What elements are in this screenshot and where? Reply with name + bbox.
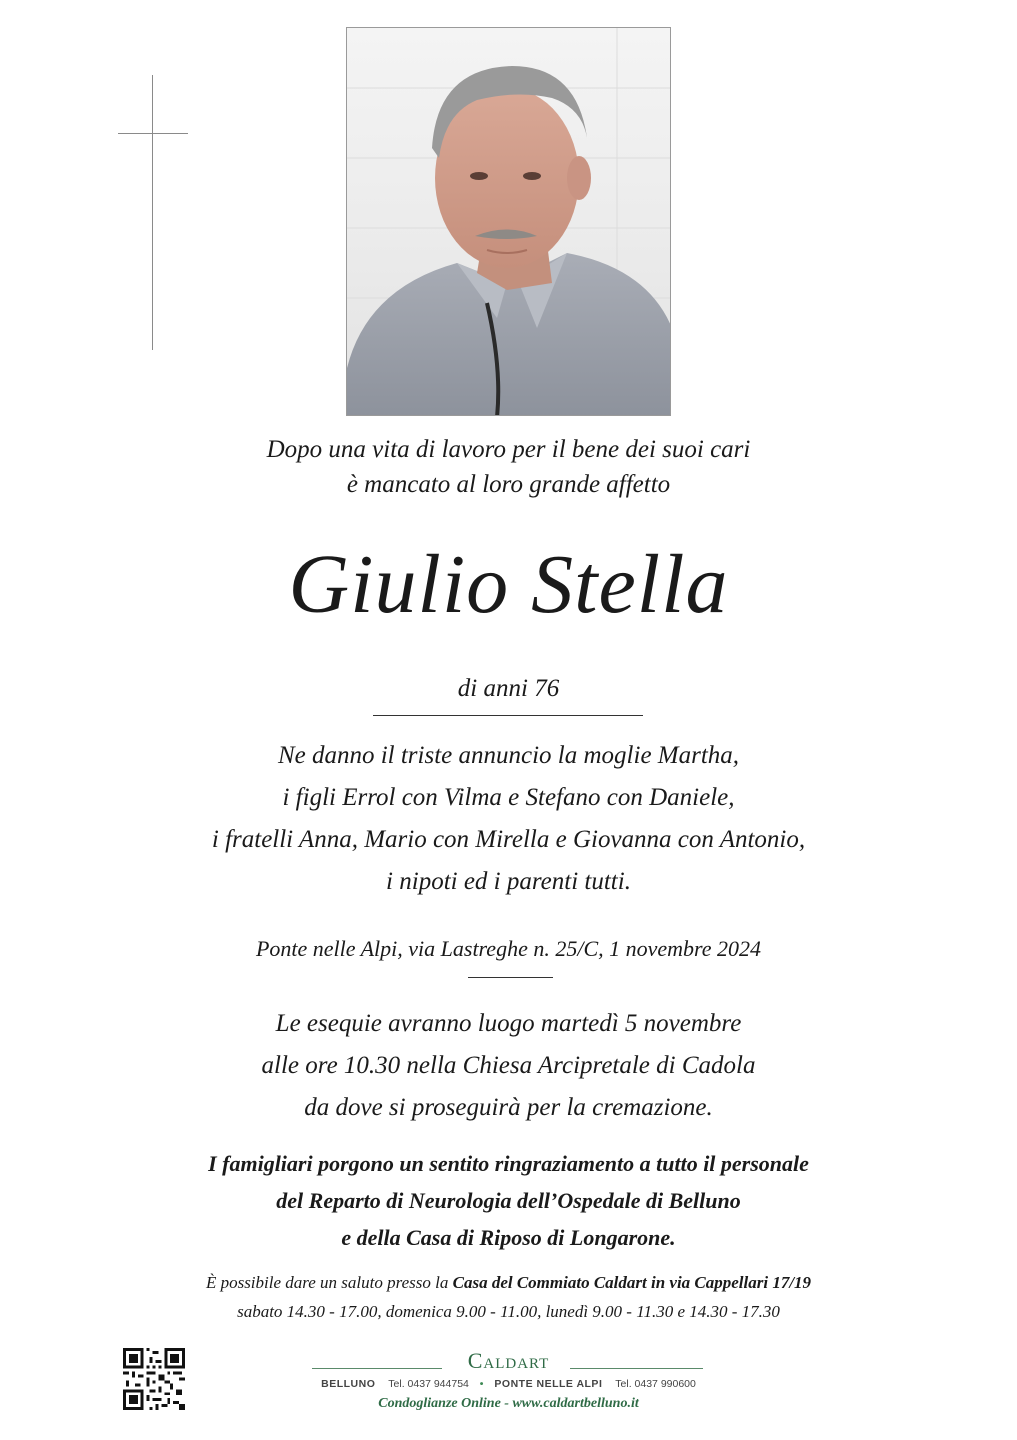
- divider-rule-short: [468, 977, 553, 978]
- funeral-line-2: alle ore 10.30 nella Chiesa Arcipretale di Cadola: [261, 1052, 756, 1079]
- city-ponte-nelle-alpi: PONTE NELLE ALPI: [494, 1378, 603, 1390]
- visit-hours: sabato 14.30 - 17.00, domenica 9.00 - 11.00, lunedì 9.00 - 11.30 e 14.30 - 17.30: [237, 1302, 780, 1321]
- deceased-age: di anni 76: [457, 675, 560, 702]
- announcement-text: [0, 735, 1017, 903]
- intro-line-1: Dopo una vita di lavoro per il bene dei suoi cari: [266, 436, 751, 463]
- announcement-line-4: i nipoti ed i parenti tutti.: [386, 868, 631, 895]
- condolences-link[interactable]: Condoglianze Online - www.caldartbelluno.it: [378, 1396, 639, 1411]
- intro-line-2: è mancato al loro grande affetto: [346, 471, 671, 498]
- portrait-photo: [346, 27, 671, 416]
- visit-location: Casa del Commiato Caldart in via Cappellari 17/19: [452, 1273, 812, 1292]
- visit-line-1: [0, 1268, 1017, 1297]
- portrait-illustration: [347, 28, 671, 416]
- visit-info: [0, 1268, 1017, 1326]
- announcement-line-3: i fratelli Anna, Mario con Mirella e Giovanna con Antonio,: [211, 826, 806, 853]
- funeral-text: [0, 1003, 1017, 1129]
- city-belluno: BELLUNO: [321, 1378, 376, 1390]
- announcement-line-1: Ne danno il triste annuncio la moglie Martha,: [277, 742, 740, 769]
- cross-vertical-bar: [152, 75, 153, 350]
- thanks-line-1: I famigliari porgono un sentito ringraziamento a tutto il personale: [208, 1151, 809, 1176]
- thanks-text: [0, 1145, 1017, 1256]
- intro-text: [0, 432, 1017, 502]
- divider-rule: [373, 715, 643, 716]
- thanks-line-3: e della Casa di Riposo di Longarone.: [341, 1225, 676, 1250]
- place-date: Ponte nelle Alpi, via Lastreghe n. 25/C, 1 novembre 2024: [255, 936, 762, 961]
- deceased-name: Giulio Stella: [288, 538, 729, 631]
- funeral-line-1: Le esequie avranno luogo martedì 5 novembre: [275, 1010, 742, 1037]
- cross-horizontal-bar: [118, 133, 188, 134]
- brand-logo: Caldart: [467, 1348, 550, 1373]
- contacts-line: [0, 1378, 1017, 1390]
- separator-dot-icon: •: [479, 1378, 484, 1390]
- announcement-line-2: i figli Errol con Vilma e Stefano con Daniele,: [282, 784, 735, 811]
- tel-ponte-nelle-alpi[interactable]: Tel. 0437 990600: [615, 1378, 696, 1390]
- thanks-line-2: del Reparto di Neurologia dell’Ospedale di Belluno: [276, 1188, 741, 1213]
- tel-belluno[interactable]: Tel. 0437 944754: [388, 1378, 469, 1390]
- visit-prefix: È possibile dare un saluto presso la: [205, 1273, 453, 1292]
- funeral-line-3: da dove si proseguirà per la cremazione.: [304, 1094, 713, 1121]
